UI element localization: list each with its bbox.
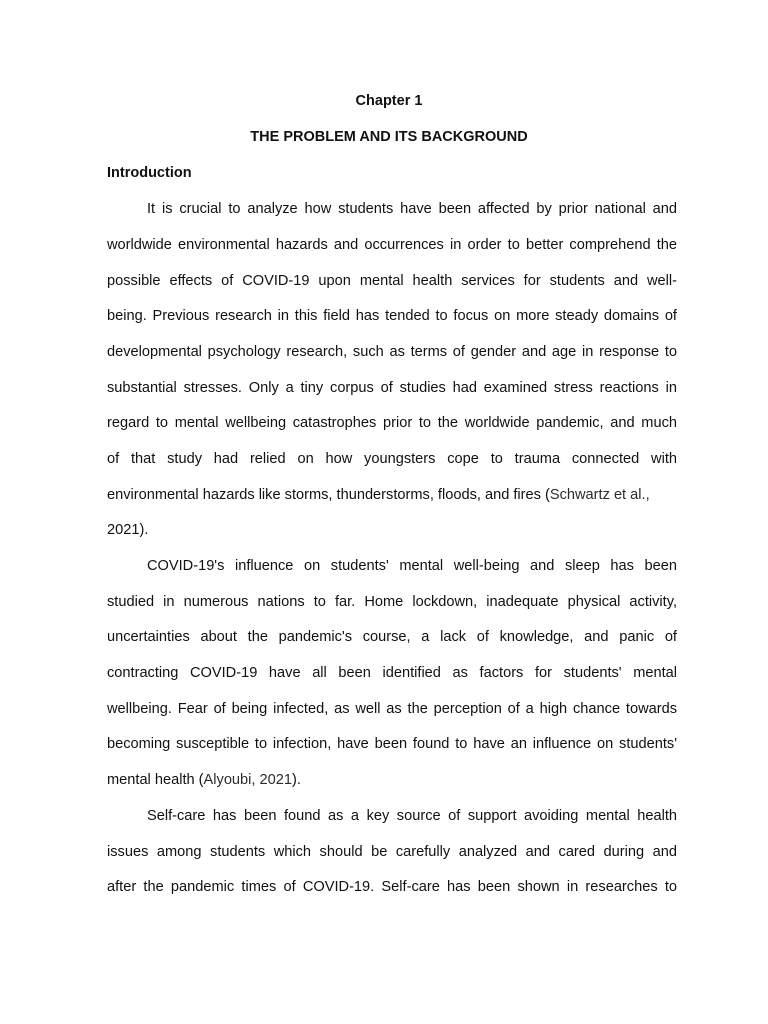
paragraph-3-line: issues among students which should be carefully analyzed and cared during and [107, 844, 677, 860]
paragraph-1-line: substantial stresses. Only a tiny corpus of studies had examined stress reactions in [107, 380, 677, 396]
paragraph-1-line: developmental psychology research, such as terms of gender and age in response to [107, 344, 677, 360]
paragraph-2-line: contracting COVID-19 have all been identified as factors for students' mental [107, 665, 677, 681]
paragraph-1-line [107, 486, 677, 504]
paragraph-1-line: worldwide environmental hazards and occurrences in order to better comprehend the [107, 237, 677, 253]
citation-alyoubi: Alyoubi, 2021 [203, 772, 292, 788]
paragraph-2-line: becoming susceptible to infection, have been found to have an influence on students' [107, 736, 677, 752]
paragraph-1-line: 2021). [107, 522, 149, 538]
chapter-label: Chapter 1 [355, 93, 423, 109]
paragraph-2-line: wellbeing. Fear of being infected, as well as the perception of a high chance towards [107, 701, 677, 717]
paragraph-1-line: It is crucial to analyze how students have been affected by prior national and [147, 201, 677, 217]
paragraph-2-line: uncertainties about the pandemic's course, a lack of knowledge, and panic of [107, 629, 677, 645]
paragraph-2-text-end: ). [292, 772, 301, 788]
paragraph-2-text: mental health ( [107, 772, 204, 788]
paragraph-1-line: possible effects of COVID-19 upon mental health services for students and well- [107, 273, 677, 289]
paragraph-1-line: being. Previous research in this field has tended to focus on more steady domains of [107, 308, 677, 324]
paragraph-2-line: COVID-19's influence on students' mental well-being and sleep has been [147, 558, 677, 574]
section-heading: Introduction [107, 165, 192, 181]
paragraph-3-line: Self-care has been found as a key source of support avoiding mental health [147, 808, 677, 824]
paragraph-2-line: studied in numerous nations to far. Home lockdown, inadequate physical activity, [107, 594, 677, 610]
paragraph-1-line: regard to mental wellbeing catastrophes prior to the worldwide pandemic, and much [107, 415, 677, 431]
paragraph-1-text: environmental hazards like storms, thunderstorms, floods, and fires ( [107, 487, 550, 503]
paragraph-2-line [107, 771, 677, 789]
chapter-title: THE PROBLEM AND ITS BACKGROUND [250, 129, 528, 145]
citation-schwartz: Schwartz et al., [549, 487, 650, 503]
paragraph-1-line: of that study had relied on how youngsters cope to trauma connected with [107, 451, 677, 467]
paragraph-3-line: after the pandemic times of COVID-19. Self-care has been shown in researches to [107, 879, 677, 895]
